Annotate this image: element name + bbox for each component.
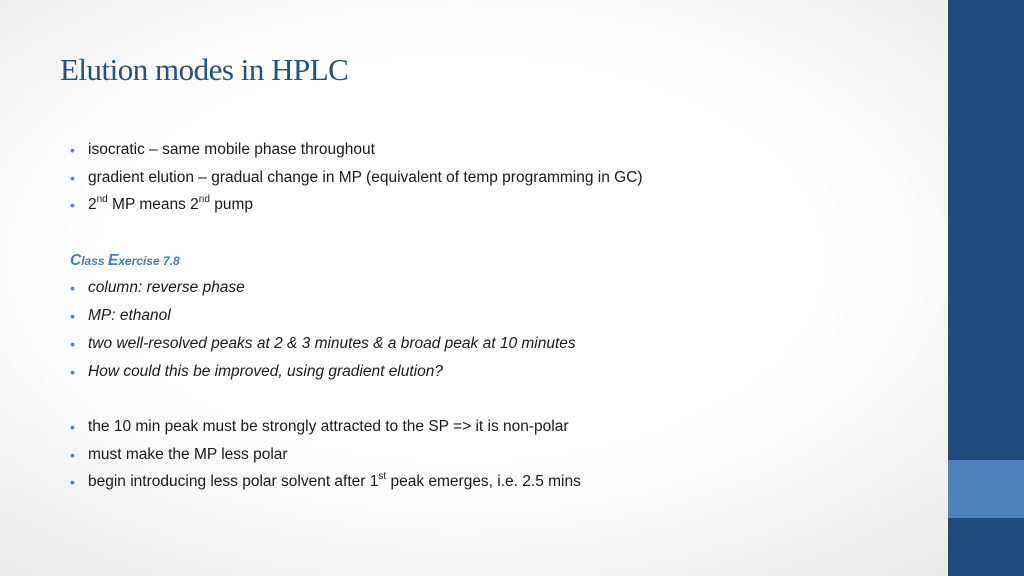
bullet-dot: • (70, 197, 75, 214)
spacer (70, 221, 930, 249)
bullet-isocratic (70, 138, 930, 166)
bullet-dot: • (70, 169, 75, 186)
bullet-text-part: 2 (88, 196, 97, 214)
side-accent-block (948, 460, 1024, 518)
bullet-peaks (70, 332, 930, 360)
bullet-text: must make the MP less polar (88, 445, 288, 463)
bullet-text: isocratic – same mobile phase throughout (88, 141, 375, 158)
heading-part: E (107, 251, 119, 269)
bullet-second-pump (70, 193, 930, 221)
bullet-dot: • (70, 418, 75, 435)
bullet-text-part: MP means 2 (107, 196, 199, 214)
bullet-dot: • (70, 474, 75, 491)
bullet-text-part: begin introducing less polar solvent after 1 (88, 473, 379, 491)
bullet-mp-ethanol (70, 304, 930, 332)
bullet-ten-min-peak (70, 415, 930, 443)
slide-title: Elution modes in HPLC (60, 52, 349, 87)
bullet-text-part: pump (209, 196, 254, 214)
bullet-dot: • (70, 142, 75, 158)
bullet-dot: • (70, 280, 75, 297)
spacer (70, 387, 930, 415)
bullet-text: column: reverse phase (88, 279, 245, 297)
heading-part: C (70, 251, 82, 269)
bullet-text: two well-resolved peaks at 2 & 3 minutes & a broad peak at 10 minutes (88, 334, 576, 352)
superscript: nd (198, 194, 210, 206)
bullet-dot: • (70, 446, 75, 463)
class-exercise-heading (70, 249, 930, 277)
superscript: nd (96, 194, 108, 206)
bullet-text: How could this be improved, using gradient elution? (88, 362, 443, 380)
bullet-text: MP: ethanol (88, 307, 171, 325)
slide-content (70, 138, 930, 498)
bullet-dot: • (70, 308, 75, 325)
bullet-column (70, 276, 930, 304)
bullet-text: the 10 min peak must be strongly attracted to the SP => it is non-polar (88, 417, 569, 435)
heading-part: xercise 7.8 (118, 253, 180, 268)
superscript: st (378, 471, 387, 483)
bullet-question (70, 360, 930, 388)
heading-part: lass (81, 253, 108, 268)
bullet-gradient (70, 166, 930, 194)
bullet-text: gradient elution – gradual change in MP (equivalent of temp programming in GC) (88, 168, 643, 186)
bullet-begin-introducing (70, 470, 930, 498)
bullet-dot: • (70, 363, 75, 380)
bullet-text-part: peak emerges, i.e. 2.5 mins (386, 473, 581, 491)
bullet-dot: • (70, 335, 75, 352)
bullet-less-polar (70, 443, 930, 471)
